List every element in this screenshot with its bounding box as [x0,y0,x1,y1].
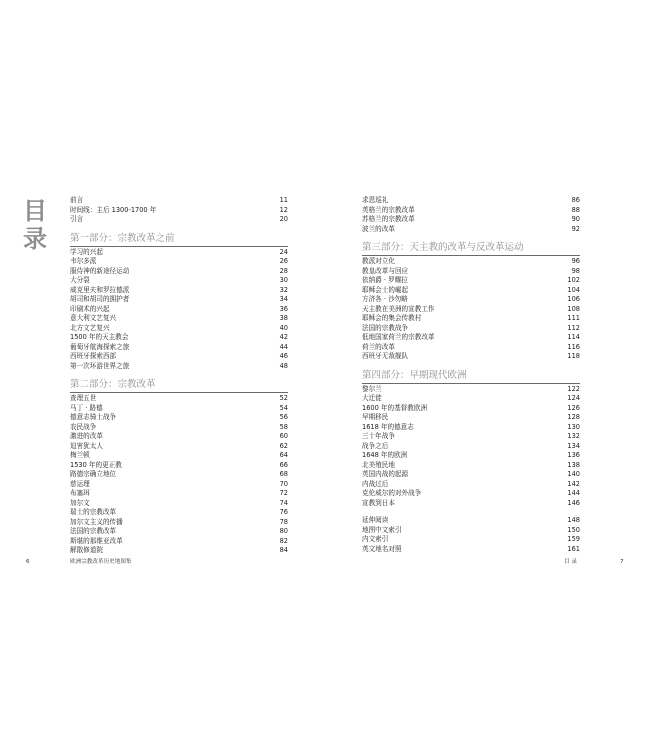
toc-entry-title: 低地国家荷兰的宗教改革 [362,333,435,341]
toc-entry-page: 64 [279,451,288,459]
toc-entry-page: 140 [567,470,580,478]
toc-entry-page: 106 [567,295,580,303]
toc-entry-title: 瑞士的宗教改革 [70,508,117,516]
toc-entry [362,470,580,480]
toc-entry [362,352,580,362]
toc-entry [362,526,580,536]
toc-part-heading: 第二部分：宗教改革 [70,379,288,393]
toc-entry [362,343,580,353]
toc-entry-title: 法国的宗教改革 [70,527,117,535]
toc-entry [362,215,580,225]
toc-entry [362,225,580,235]
toc-entry-title: 德意志骑士战争 [70,413,117,421]
toc-entry-page: 134 [567,441,580,450]
toc-entry-page: 80 [279,527,288,535]
toc-entry-title: 迫害犹太人 [70,441,103,450]
left-page-number: 6 [26,559,30,565]
toc-entry [362,461,580,471]
toc-entry-title: 克伦威尔的对外战争 [362,489,422,497]
toc-entry-title: 苏格兰的宗教改革 [362,215,415,223]
toc-entry-page: 42 [279,333,288,341]
toc-entry [362,394,580,404]
toc-entry-page: 72 [279,489,288,497]
toc-entry-page: 142 [567,479,580,488]
toc-entry-title: 波兰的改革 [362,224,395,233]
toc-entry-page: 138 [567,460,580,469]
toc-entry-page: 76 [279,508,288,516]
toc-entry-title: 西班牙无敌舰队 [362,352,409,360]
toc-entry-title: 学习的兴起 [70,247,103,256]
toc-entry [70,451,288,461]
toc-entry-page: 30 [279,276,288,284]
toc-entry-title: 1618 年的德意志 [362,422,414,431]
toc-entry [70,267,288,277]
toc-entry-title: 查理五世 [70,394,97,402]
toc-entry-page: 122 [567,384,580,393]
toc-entry-title: 宣教到日本 [362,498,395,507]
toc-entry-title: 英国内战的起源 [362,470,409,478]
toc-entry-title: 路德宗确立地位 [70,470,117,478]
toc-entry-title: 天主教在美洲的宣教工作 [362,304,435,313]
toc-entry-page: 62 [279,441,288,450]
toc-entry-page: 60 [279,432,288,440]
toc-entry-page: 92 [571,224,580,233]
toc-entry-page: 70 [279,479,288,488]
toc-entry-page: 58 [279,422,288,431]
toc-entry-page: 20 [279,215,288,223]
toc-entry-page: 38 [279,314,288,322]
toc-entry [70,461,288,471]
toc-entry-title: 斯堪的那维亚改革 [70,536,123,545]
toc-entry [362,413,580,423]
toc-entry [70,489,288,499]
toc-entry-page: 126 [567,403,580,412]
toc-entry-title: 黎尔兰 [362,384,382,393]
toc-group [362,196,580,234]
toc-entry-title: 加尔文 [70,498,90,507]
toc-entry [70,276,288,286]
toc-entry-title: 内文索引 [362,535,389,543]
toc-entry [70,394,288,404]
toc-entry-page: 12 [279,205,288,214]
toc-entry-page: 88 [571,205,580,214]
toc-entry [70,305,288,315]
toc-entry-page: 104 [567,285,580,294]
toc-entry [362,489,580,499]
toc-entry-page: 159 [567,535,580,543]
toc-entry-page: 48 [279,361,288,370]
toc-entry [70,546,288,556]
toc-entry [70,508,288,518]
toc-entry [70,480,288,490]
toc-entry-page: 54 [279,403,288,412]
toc-entry-title: 解散修道院 [70,546,103,554]
toc-entry-title: 1530 年的更正教 [70,460,122,469]
toc-entry [70,527,288,537]
toc-entry-page: 124 [567,394,580,402]
toc-entry-title: 前言 [70,196,84,204]
toc-entry [362,451,580,461]
toc-entry-title: 方济各 · 沙勿略 [362,295,408,303]
toc-entry [362,295,580,305]
toc-entry-title: 法国的宗教战争 [362,323,409,332]
toc-entry [362,286,580,296]
toc-entry-title: 大迁徙 [362,394,382,402]
toc-entry [70,537,288,547]
toc-entry-page: 112 [567,323,580,332]
toc-entry-title: 葡萄牙航海探索之旅 [70,342,130,351]
toc-entry [70,196,288,206]
toc-entry-title: 印刷术的兴起 [70,304,110,313]
toc-entry-page: 26 [279,257,288,265]
toc-entry-page: 66 [279,460,288,469]
toc-entry [362,276,580,286]
toc-entry-page: 161 [567,544,580,553]
toc-entry-title: 时间线：主后 1300-1700 年 [70,205,157,214]
toc-entry [70,343,288,353]
toc-entry-page: 90 [571,215,580,223]
toc-entry-page: 40 [279,323,288,332]
toc-entry-page: 44 [279,342,288,351]
toc-entry [362,423,580,433]
toc-entry-title: 大分裂 [70,276,90,284]
toc-entry-title: 韦尔多派 [70,257,97,265]
toc-entry-title: 延伸阅读 [362,516,389,524]
toc-entry-page: 56 [279,413,288,421]
toc-entry [70,499,288,509]
toc-entry [70,470,288,480]
toc-entry [362,333,580,343]
toc-part [70,379,288,556]
toc-entry [70,295,288,305]
toc-entry-title: 意大利文艺复兴 [70,314,117,322]
toc-entry-title: 北美殖民地 [362,460,395,469]
toc-entry [70,206,288,216]
toc-entry-title: 三十年战争 [362,432,395,440]
toc-entry [362,404,580,414]
toc-entry [362,324,580,334]
toc-entry-title: 早期移民 [362,413,389,421]
toc-entry [70,432,288,442]
toc-entry-title: 耶稣会士的崛起 [362,285,409,294]
toc-entry-page: 144 [567,489,580,497]
toc-entry-title: 梅兰顿 [70,451,90,459]
toc-entry-page: 78 [279,517,288,526]
toc-entry-page: 128 [567,413,580,421]
toc-part-heading: 第三部分：天主教的改革与反改革运动 [362,242,580,256]
toc-right-column [362,196,580,554]
toc-entry [362,535,580,545]
toc-entry-page: 74 [279,498,288,507]
toc-entry-title: 激进的改革 [70,432,103,440]
toc-entry-page: 114 [567,333,580,341]
toc-entry [362,480,580,490]
toc-entry-page: 11 [279,196,288,204]
toc-entry-title: 西班牙探索西部 [70,352,117,360]
right-page-number: 7 [620,559,624,565]
toc-entry-title: 依纳爵 · 罗耀拉 [362,276,408,284]
toc-group [362,516,580,554]
toc-entry-page: 150 [567,525,580,534]
toc-entry-page: 148 [567,516,580,524]
toc-entry-page: 108 [567,304,580,313]
toc-entry-page: 32 [279,285,288,294]
toc-entry [362,267,580,277]
toc-entry-page: 36 [279,304,288,313]
toc-entry [362,516,580,526]
toc-entry [70,404,288,414]
toc-entry-title: 服侍神的新途径运动 [70,266,130,275]
toc-entry [70,352,288,362]
toc-entry-title: 地图中文索引 [362,525,402,534]
toc-entry [70,324,288,334]
toc-entry-title: 荷兰的改革 [362,342,395,351]
toc-entry-title: 加尔文主义的传播 [70,517,123,526]
toc-entry [362,206,580,216]
toc-entry-title: 北方文艺复兴 [70,323,110,332]
toc-entry-title: 第一次环游世界之旅 [70,361,130,370]
toc-entry-title: 教派对立化 [362,257,395,265]
toc-entry-title: 威克里夫和罗拉德派 [70,285,130,294]
toc-entry [362,499,580,509]
toc-entry [362,385,580,395]
toc-entry-title: 耶稣会的集会传教村 [362,314,422,322]
toc-entry-title: 求恩巡礼 [362,196,389,204]
toc-entry-page: 130 [567,422,580,431]
toc-entry-page: 24 [279,247,288,256]
toc-entry [70,423,288,433]
toc-entry-page: 34 [279,295,288,303]
toc-entry-title: 战争之后 [362,441,389,450]
toc-entry-page: 46 [279,352,288,360]
toc-entry [70,333,288,343]
toc-entry-page: 111 [567,314,580,322]
toc-entry-title: 1500 年的天主教会 [70,333,129,341]
toc-entry-page: 96 [571,257,580,265]
toc-entry-title: 农民战争 [70,422,97,431]
toc-entry [70,442,288,452]
toc-entry-page: 84 [279,546,288,554]
toc-entry [70,248,288,258]
left-running-title: 欧洲宗教改革历史地图集 [70,559,132,565]
toc-left-column [70,196,288,556]
toc-entry [362,442,580,452]
toc-entry-title: 英文地名对照 [362,544,402,553]
toc-entry-page: 82 [279,536,288,545]
toc-entry-page: 68 [279,470,288,478]
toc-entry-title: 1600 年的基督教欧洲 [362,403,428,412]
toc-entry [70,286,288,296]
toc-entry-title: 布塞珥 [70,489,90,497]
toc-entry [70,518,288,528]
toc-entry [70,314,288,324]
toc-part [362,242,580,362]
toc-entry-page: 98 [571,266,580,275]
toc-entry [70,413,288,423]
toc-heading-char: 录 [23,224,47,253]
toc-entry [362,257,580,267]
toc-entry [362,305,580,315]
toc-entry [70,215,288,225]
toc-part [70,233,288,372]
toc-heading-char: 目 [23,196,47,225]
toc-entry [362,314,580,324]
toc-entry-page: 116 [567,342,580,351]
right-running-title: 目 录 [564,559,577,565]
toc-part-heading: 第四部分：早期现代欧洲 [362,370,580,384]
toc-entry-page: 52 [279,394,288,402]
toc-entry-page: 28 [279,266,288,275]
toc-entry [70,362,288,372]
toc-entry-page: 132 [567,432,580,440]
toc-entry-page: 86 [571,196,580,204]
toc-entry [70,257,288,267]
toc-part-heading: 第一部分：宗教改革之前 [70,233,288,247]
toc-entry-page: 118 [567,352,580,360]
toc-entry-title: 内战过后 [362,479,389,488]
toc-heading [22,197,48,253]
toc-entry-page: 102 [567,276,580,284]
toc-entry [362,432,580,442]
toc-entry-title: 1648 年的欧洲 [362,451,408,459]
toc-entry-page: 136 [567,451,580,459]
toc-entry-title: 马丁 · 路德 [70,403,103,412]
toc-part [362,370,580,509]
toc-entry-title: 胡司和胡司的拥护者 [70,295,130,303]
toc-entry-title: 英格兰的宗教改革 [362,205,415,214]
toc-entry [362,545,580,555]
toc-entry [362,196,580,206]
toc-entry-title: 引言 [70,215,84,223]
toc-entry-title: 慈运理 [70,479,90,488]
toc-entry-page: 146 [567,498,580,507]
toc-entry-title: 教皇改革与回应 [362,266,409,275]
toc-group [70,196,288,225]
